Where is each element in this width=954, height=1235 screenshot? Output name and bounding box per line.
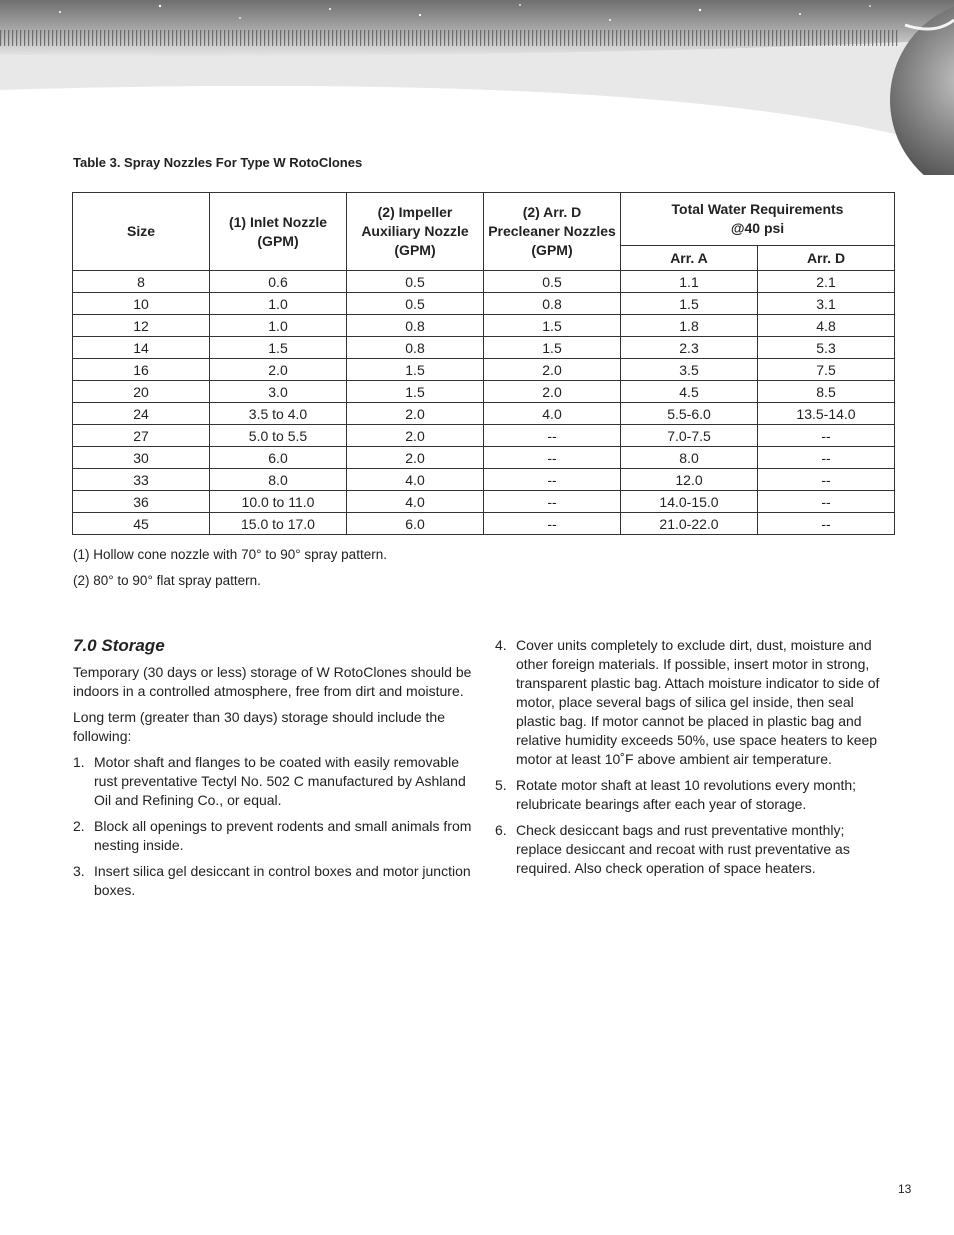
header-inlet-nozzle: (1) Inlet Nozzle (GPM) <box>210 193 347 271</box>
cell-arr-d-nozzle: 0.5 <box>484 271 621 293</box>
cell-total-arr-d: -- <box>758 491 895 513</box>
cell-total-arr-a: 7.0-7.5 <box>621 425 758 447</box>
cell-impeller-nozzle: 2.0 <box>347 447 484 469</box>
paragraph-temporary-storage: Temporary (30 days or less) storage of W RotoClones should be indoors in a controlled atmosphere, free from dirt and moisture. <box>73 664 472 699</box>
cell-impeller-nozzle: 0.8 <box>347 337 484 359</box>
cell-impeller-nozzle: 0.8 <box>347 315 484 337</box>
list-item-number: 3. <box>73 863 85 879</box>
cell-arr-d-nozzle: -- <box>484 447 621 469</box>
table-row <box>73 337 895 359</box>
list-item <box>495 821 885 878</box>
page-number: 13 <box>898 1182 912 1196</box>
header-arr-d: Arr. D <box>758 246 895 271</box>
cell-inlet-nozzle: 8.0 <box>210 469 347 491</box>
table-row <box>73 359 895 381</box>
cell-impeller-nozzle: 1.5 <box>347 359 484 381</box>
header-impeller-auxiliary-nozzle: (2) Impeller Auxiliary Nozzle (GPM) <box>347 193 484 271</box>
list-item-text: Rotate motor shaft at least 10 revolutions every month; relubricate bearings after each year of storage. <box>516 777 857 812</box>
cell-inlet-nozzle: 2.0 <box>210 359 347 381</box>
list-item-number: 5. <box>495 777 507 793</box>
cell-inlet-nozzle: 3.5 to 4.0 <box>210 403 347 425</box>
table-row <box>73 447 895 469</box>
table-row <box>73 425 895 447</box>
cell-total-arr-a: 1.1 <box>621 271 758 293</box>
cell-impeller-nozzle: 1.5 <box>347 381 484 403</box>
table-row <box>73 403 895 425</box>
table-row <box>73 381 895 403</box>
cell-arr-d-nozzle: 1.5 <box>484 315 621 337</box>
cell-arr-d-nozzle: 2.0 <box>484 381 621 403</box>
header-total-water-requirements: Total Water Requirements @40 psi <box>621 193 895 246</box>
list-item-number: 2. <box>73 818 85 834</box>
cell-impeller-nozzle: 4.0 <box>347 469 484 491</box>
cell-inlet-nozzle: 10.0 to 11.0 <box>210 491 347 513</box>
cell-total-arr-a: 5.5-6.0 <box>621 403 758 425</box>
cell-arr-d-nozzle: -- <box>484 491 621 513</box>
cell-inlet-nozzle: 1.0 <box>210 293 347 315</box>
cell-inlet-nozzle: 6.0 <box>210 447 347 469</box>
cell-total-arr-a: 14.0-15.0 <box>621 491 758 513</box>
cell-total-arr-d: 3.1 <box>758 293 895 315</box>
list-item <box>495 776 885 814</box>
table-row <box>73 469 895 491</box>
header-size: Size <box>73 193 210 271</box>
cell-size: 30 <box>73 447 210 469</box>
cell-total-arr-d: 4.8 <box>758 315 895 337</box>
cell-inlet-nozzle: 1.5 <box>210 337 347 359</box>
footnote-1: (1) Hollow cone nozzle with 70° to 90° spray pattern. <box>73 547 387 562</box>
header-arr-d-precleaner-nozzles: (2) Arr. D Precleaner Nozzles (GPM) <box>484 193 621 271</box>
list-item-text: Motor shaft and flanges to be coated with easily removable rust preventative Tectyl No. 502 C manufactured by Ashland Oil and Refining Co., or equal. <box>94 754 466 808</box>
cell-impeller-nozzle: 2.0 <box>347 403 484 425</box>
storage-left-column <box>73 636 478 907</box>
header-banner <box>0 0 954 175</box>
cell-total-arr-a: 3.5 <box>621 359 758 381</box>
cell-total-arr-a: 8.0 <box>621 447 758 469</box>
cell-arr-d-nozzle: 2.0 <box>484 359 621 381</box>
cell-total-arr-d: 13.5-14.0 <box>758 403 895 425</box>
cell-total-arr-d: 5.3 <box>758 337 895 359</box>
section-title: 7.0 Storage <box>73 636 165 655</box>
cell-total-arr-d: 8.5 <box>758 381 895 403</box>
table-row <box>73 315 895 337</box>
cell-total-arr-d: -- <box>758 513 895 535</box>
cell-inlet-nozzle: 3.0 <box>210 381 347 403</box>
footnote-2: (2) 80° to 90° flat spray pattern. <box>73 573 261 588</box>
table-row <box>73 293 895 315</box>
cell-total-arr-d: -- <box>758 447 895 469</box>
cell-arr-d-nozzle: 1.5 <box>484 337 621 359</box>
cell-size: 33 <box>73 469 210 491</box>
cell-inlet-nozzle: 1.0 <box>210 315 347 337</box>
cell-total-arr-a: 1.5 <box>621 293 758 315</box>
table-body <box>73 271 895 535</box>
list-item-number: 1. <box>73 754 85 770</box>
cell-total-arr-d: 7.5 <box>758 359 895 381</box>
cell-size: 20 <box>73 381 210 403</box>
cell-inlet-nozzle: 15.0 to 17.0 <box>210 513 347 535</box>
cell-arr-d-nozzle: 0.8 <box>484 293 621 315</box>
table-row <box>73 491 895 513</box>
cell-arr-d-nozzle: -- <box>484 469 621 491</box>
list-item-text: Insert silica gel desiccant in control boxes and motor junction boxes. <box>94 863 471 898</box>
cell-impeller-nozzle: 6.0 <box>347 513 484 535</box>
cell-size: 27 <box>73 425 210 447</box>
cell-impeller-nozzle: 0.5 <box>347 293 484 315</box>
cell-arr-d-nozzle: -- <box>484 425 621 447</box>
cell-total-arr-a: 4.5 <box>621 381 758 403</box>
cell-total-arr-d: 2.1 <box>758 271 895 293</box>
list-item <box>73 862 478 900</box>
storage-list-left <box>73 753 478 900</box>
cell-total-arr-a: 1.8 <box>621 315 758 337</box>
cell-total-arr-a: 21.0-22.0 <box>621 513 758 535</box>
cell-size: 12 <box>73 315 210 337</box>
cell-size: 8 <box>73 271 210 293</box>
list-item-text: Block all openings to prevent rodents and small animals from nesting inside. <box>94 818 472 853</box>
cell-arr-d-nozzle: -- <box>484 513 621 535</box>
list-item <box>73 817 478 855</box>
paragraph-long-term-storage: Long term (greater than 30 days) storage should include the following: <box>73 709 446 744</box>
storage-list-right <box>495 636 885 878</box>
header-arr-a: Arr. A <box>621 246 758 271</box>
list-item <box>495 636 885 769</box>
cell-impeller-nozzle: 0.5 <box>347 271 484 293</box>
cell-impeller-nozzle: 2.0 <box>347 425 484 447</box>
list-item-number: 6. <box>495 822 507 838</box>
cell-total-arr-d: -- <box>758 469 895 491</box>
cell-total-arr-a: 2.3 <box>621 337 758 359</box>
cell-size: 16 <box>73 359 210 381</box>
table-title: Table 3. Spray Nozzles For Type W RotoClones <box>73 155 363 170</box>
cell-inlet-nozzle: 5.0 to 5.5 <box>210 425 347 447</box>
table-row <box>73 513 895 535</box>
cell-inlet-nozzle: 0.6 <box>210 271 347 293</box>
cell-size: 24 <box>73 403 210 425</box>
cell-arr-d-nozzle: 4.0 <box>484 403 621 425</box>
cell-size: 10 <box>73 293 210 315</box>
list-item-text: Check desiccant bags and rust preventative monthly; replace desiccant and recoat with rust preventative as required. Also check operation of space heaters. <box>516 822 850 876</box>
spray-nozzles-table <box>72 192 895 535</box>
cell-total-arr-d: -- <box>758 425 895 447</box>
space-earth-banner-graphic <box>0 0 954 175</box>
cell-total-arr-a: 12.0 <box>621 469 758 491</box>
list-item-number: 4. <box>495 637 507 653</box>
cell-size: 45 <box>73 513 210 535</box>
cell-size: 14 <box>73 337 210 359</box>
cell-size: 36 <box>73 491 210 513</box>
list-item <box>73 753 478 810</box>
table-row <box>73 271 895 293</box>
cell-impeller-nozzle: 4.0 <box>347 491 484 513</box>
storage-right-column <box>495 636 885 885</box>
list-item-text: Cover units completely to exclude dirt, dust, moisture and other foreign materials. If possible, insert motor in strong, transparent plastic bag. Attach moisture indicator to side of motor, place several bags of silica gel inside, then seal plastic bag. If motor cannot be placed in plastic bag and relative humidity exceeds 50%, use space heaters to keep motor at least 10˚F above ambient air temperature. <box>516 637 880 767</box>
